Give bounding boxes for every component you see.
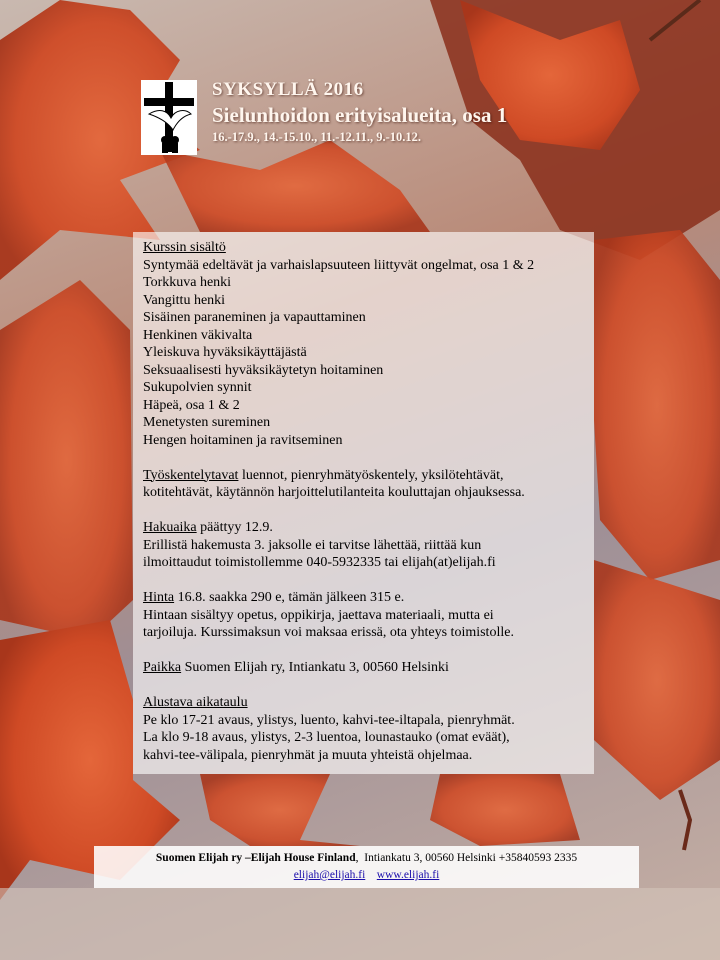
list-item: Sukupolvien synnit [143,380,252,395]
hakuaika-label: Hakuaika [143,520,197,535]
hakuaika-text: päättyy 12.9. [196,520,273,535]
tyoskentelytavat-section [143,467,593,485]
list-item: Häpeä, osa 1 & 2 [143,397,240,413]
tyoskentelytavat-label: Työskentelytavat [143,467,239,483]
aikataulu-heading: Alustava aikataulu [143,695,248,710]
tyoskentelytavat-text: luennot, pienryhmätyöskentely, yksilötehtävät, [238,467,504,483]
paikka-section [143,659,593,677]
list-item: Syntymää edeltävät ja varhaislapsuuteen liittyvät ongelmat, osa 1 & 2 [143,257,535,273]
list-item: Sisäinen paraneminen ja vapauttaminen [143,310,366,325]
hinta-label: Hinta [143,590,175,605]
hakuaika-section [143,519,593,537]
website-link[interactable]: www.elijah.fi [376,869,440,881]
course-dates: 16.-17.9., 14.-15.10., 11.-12.11., 9.-10.12. [212,130,422,144]
list-item: Seksuaalisesti hyväksikäytetyn hoitaminen [143,362,384,378]
header [212,78,652,146]
list-item: Yleiskuva hyväksikäyttäjästä [143,345,307,360]
course-title: Sielunhoidon erityisalueita, osa 1 [212,103,508,127]
footer-line-1: Suomen Elijah ry –Elijah House Finland, Intiankatu 3, 00560 Helsinki +35840593 2335 [155,852,578,864]
elijah-house-logo [141,80,197,155]
cross-dove-icon [141,80,197,155]
footer-org: Suomen Elijah ry –Elijah House Finland [155,852,356,864]
aikataulu-text-1: Pe klo 17-21 avaus, ylistys, luento, kahvi-tee-iltapala, pienryhmät. [143,712,515,728]
email-link[interactable]: elijah@elijah.fi [293,869,366,881]
aikataulu-text-3: kahvi-tee-välipala, pienryhmät ja muuta yhteistä ohjelmaa. [143,747,473,763]
hinta-section [143,589,593,607]
footer-line-2 [94,867,639,884]
hakuaika-text-2: Erillistä hakemusta 3. jaksolle ei tarvitse lähettää, riittää kun [143,537,482,553]
list-item: Menetysten sureminen [143,415,271,430]
list-item: Henkinen väkivalta [143,327,253,343]
list-item: Torkkuva henki [143,275,232,290]
tyoskentelytavat-text-2: kotitehtävät, käytännön harjoittelutilanteita kouluttajan ohjauksessa. [143,485,525,500]
footer [94,846,639,888]
kurssin-sisalto-heading: Kurssin sisältö [143,240,226,255]
hinta-text: 16.8. saakka 290 e, tämän jälkeen 315 e. [174,590,405,605]
hakuaika-text-3: ilmoittaudut toimistollemme 040-5932335 tai elijah(at)elijah.fi [143,555,496,570]
aikataulu-text-2: La klo 9-18 avaus, ylistys, 2-3 luentoa, lounastauko (omat eväät), [143,730,510,745]
course-info [143,239,593,764]
list-item: Hengen hoitaminen ja ravitseminen [143,432,343,448]
topic-list [143,257,593,450]
paikka-label: Paikka [143,660,182,675]
season-title: SYKSYLLÄ 2016 [212,79,364,100]
footer-address: Intiankatu 3, 00560 Helsinki +35840593 2335 [364,852,578,864]
hinta-text-3: tarjoiluja. Kurssimaksun voi maksaa erissä, ota yhteys toimistolle. [143,625,514,640]
hinta-text-2: Hintaan sisältyy opetus, oppikirja, jaettava materiaali, mutta ei [143,607,494,623]
list-item: Vangittu henki [143,292,226,308]
paikka-text: Suomen Elijah ry, Intiankatu 3, 00560 Helsinki [181,660,449,675]
